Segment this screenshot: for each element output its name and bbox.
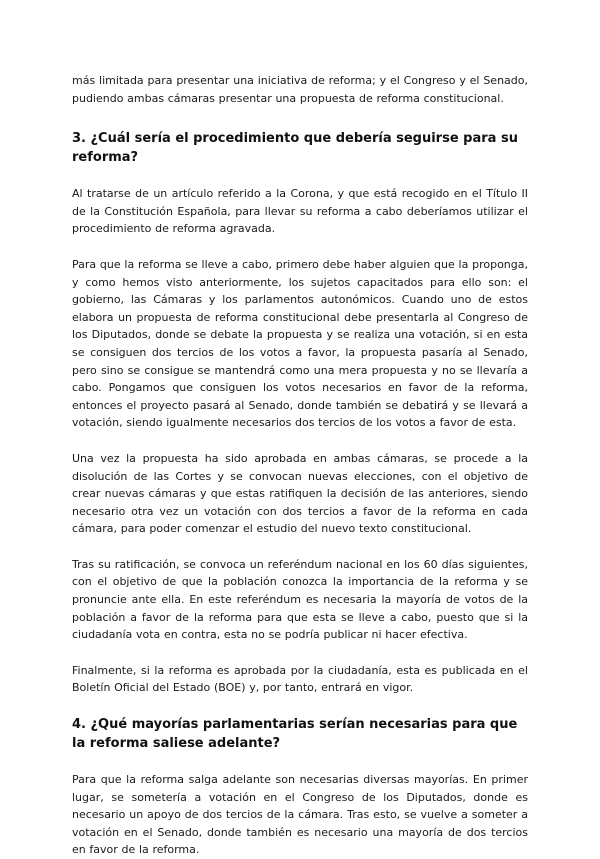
section-3-paragraph-1: Al tratarse de un artículo referido a la Corona, y que está recogido en el Título II de la Constitución Española, para llevar su reforma a cabo deberíamos utilizar el procedimiento de reforma agravada. [72,187,528,236]
intro-paragraph: más limitada para presentar una iniciativa de reforma; y el Congreso y el Senado, pudiendo ambas cámaras presentar una propuesta de reforma constitucional. [72,74,528,105]
section-3-heading: 3. ¿Cuál sería el procedimiento que debería seguirse para su reforma? [72,131,518,166]
section-3-paragraph-5: Finalmente, si la reforma es aprobada por la ciudadanía, esta es publicada en el Boletín Oficial del Estado (BOE) y, por tanto, entrará en vigor. [72,663,528,695]
section-3-paragraph-4: Tras su ratificación, se convoca un referéndum nacional en los 60 días siguientes, con el objetivo de que la población conozca la importancia de la reforma y se pronuncie ante ella. En este referéndum es necesaria la mayoría de votos de la población a favor de la reforma para que esta se lleve a cabo, puesto que si la ciudadanía vota en contra, esta no se podría publicar ni hacer efectiva. [72,557,528,642]
section-4-heading: 4. ¿Qué mayorías parlamentarias serían necesarias para que la reforma saliese adelante? [72,717,518,752]
section-3-paragraph-2: Para que la reforma se lleve a cabo, primero debe haber alguien que la proponga, y como hemos visto anteriormente, los sujetos capacitados para ello son: el gobierno, las Cámaras y los parlamentos autonómicos. Cuando uno de estos elabora un propuesta de reforma constitucional debe presentarla al Congreso de los Diputados, donde se debate la propuesta y se realiza una votación, si en esta se consiguen dos tercios de los votos a favor, la propuesta pasaría al Senado, pero sino se consigue se mantendrá como una mera propuesta y no se llevaría a cabo. Pongamos que consiguen los votos necesarios en favor de la reforma, entonces el proyecto pasará al Senado, donde también se debatirá y se llevará a votación, siendo igualmente necesarios dos tercios de los votos a favor de esta. [72,257,528,430]
section-4-paragraph-1: Para que la reforma salga adelante son necesarias diversas mayorías. En primer lugar, se sometería a votación en el Congreso de los Diputados, donde es necesario un apoyo de dos tercios de la cámara. Tras esto, se vuelve a someter a votación en el Senado, donde también es necesario una mayoría de dos tercios en favor de la reforma. [72,773,528,857]
section-3-paragraph-3: Una vez la propuesta ha sido aprobada en ambas cámaras, se procede a la disolución de las Cortes y se convocan nuevas elecciones, con el objetivo de crear nuevas cámaras y que estas ratifiquen la decisión de las anteriores, siendo necesario otra vez un votación con dos tercios a favor de la reforma en cada cámara, para poder comenzar el estudio del nuevo texto constitucional. [72,451,528,536]
